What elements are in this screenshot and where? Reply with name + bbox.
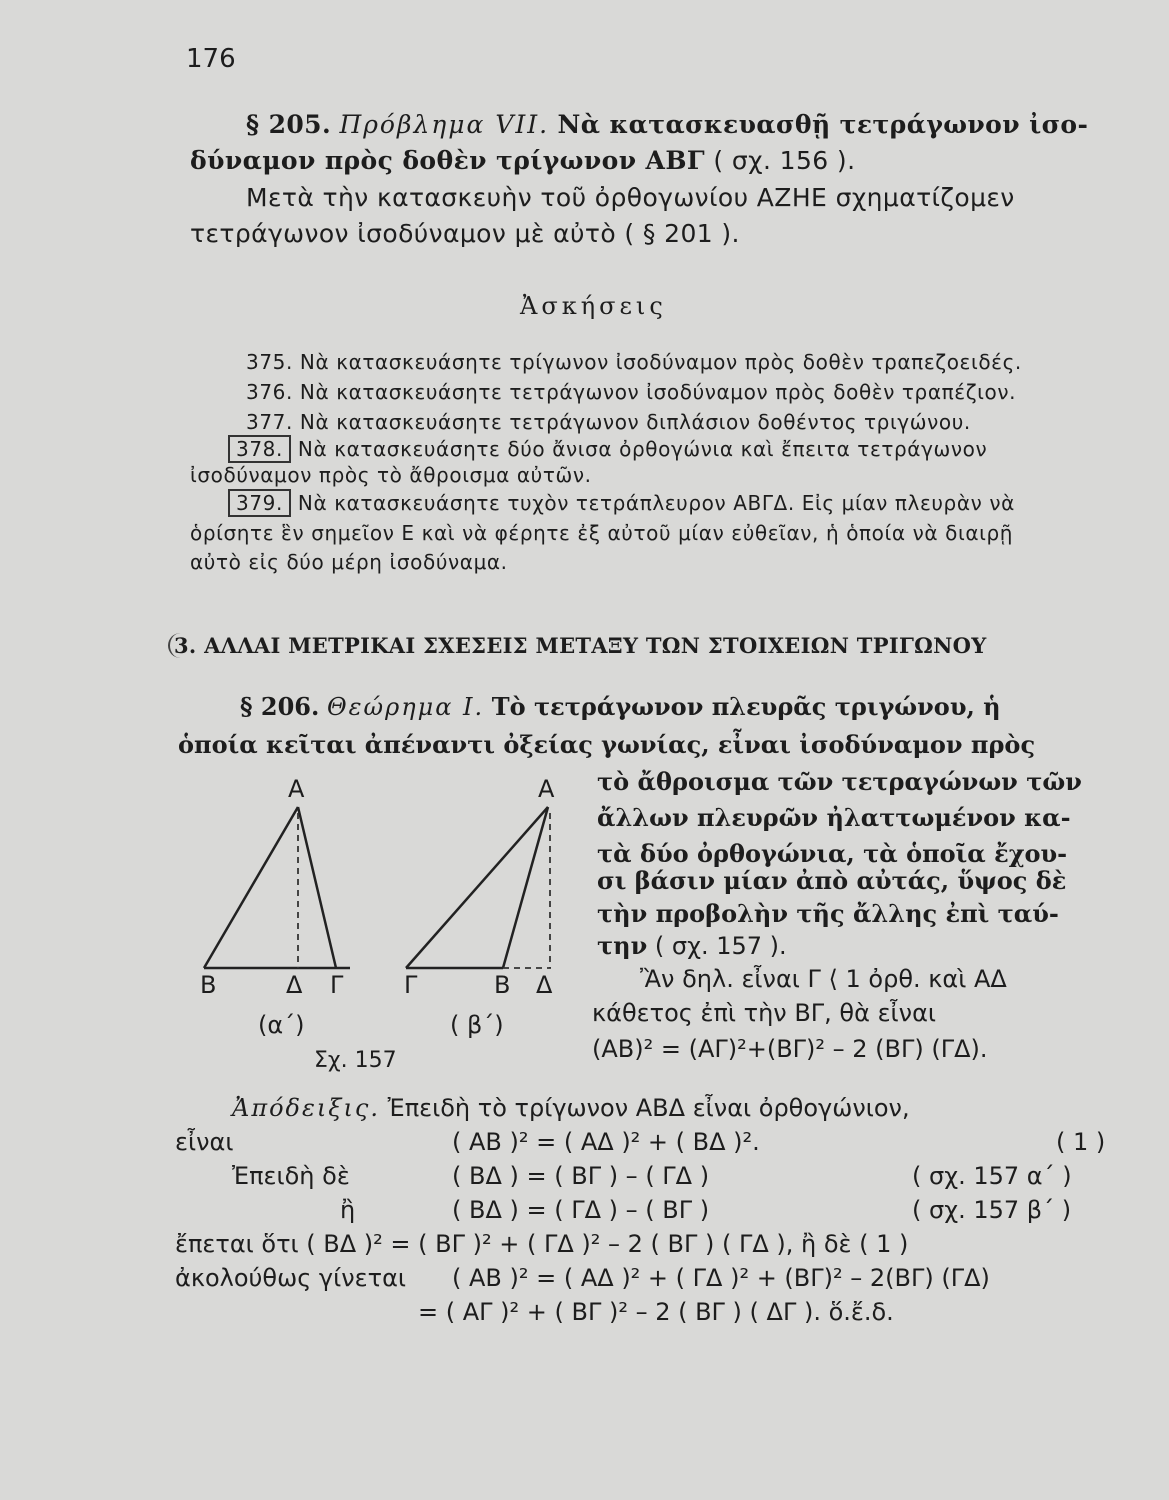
problem-line-2 bbox=[190, 146, 855, 175]
exercise-377: 377. Νὰ κατασκευάσητε τετράγωνον διπλάσιον δοθέντος τριγώνου. bbox=[246, 410, 971, 434]
theorem-formula: (ΑΒ)² = (ΑΓ)²+(ΒΓ)² – 2 (ΒΓ) (ΓΔ). bbox=[592, 1035, 988, 1063]
triangle-beta bbox=[404, 775, 555, 1039]
theorem-line-9: Ἂν δηλ. εἶναι Γ ⟨ 1 ὀρθ. καὶ ΑΔ bbox=[640, 965, 1007, 993]
exercise-379 bbox=[228, 491, 1015, 515]
theorem-line-10: κάθετος ἐπὶ τὴν ΒΓ, θὰ εἶναι bbox=[592, 999, 937, 1027]
side-AG-alpha bbox=[298, 807, 336, 968]
caption-beta: ( β΄) bbox=[450, 1011, 504, 1039]
proof-row-3-ref: ( σχ. 157 α΄ ) bbox=[912, 1162, 1072, 1190]
theorem-statement-3: τὸ ἄθροισμα τῶν τετραγώνων τῶν bbox=[597, 767, 1082, 796]
theorem-reference: ( σχ. 157 ). bbox=[654, 932, 787, 960]
theorem-line-1 bbox=[240, 692, 1001, 721]
exercise-376: 376. Νὰ κατασκευάσητε τετράγωνον ἰσοδύναμον πρὸς δοθὲν τραπέζιον. bbox=[246, 380, 1017, 404]
label-D-beta: Δ bbox=[536, 971, 553, 999]
proof-row-3-left: Ἐπειδὴ δὲ bbox=[232, 1162, 350, 1190]
proof-row-4-left: ἢ bbox=[340, 1196, 356, 1224]
triangle-alpha bbox=[200, 775, 350, 1039]
problem-line-4: τετράγωνον ἰσοδύναμον μὲ αὐτὸ ( § 201 ). bbox=[190, 219, 740, 248]
label-G-alpha: Γ bbox=[330, 971, 344, 999]
exercise-378-number: 378. bbox=[228, 435, 291, 463]
section-number: 3. bbox=[168, 633, 197, 658]
label-D-alpha: Δ bbox=[286, 971, 303, 999]
theorem-number: § 206. bbox=[240, 692, 320, 721]
label-A-alpha: Α bbox=[288, 775, 305, 803]
section-title-text: ΑΛΛΑΙ ΜΕΤΡΙΚΑΙ ΣΧΕΣΕΙΣ ΜΕΤΑΞΥ ΤΩΝ ΣΤΟΙΧΕΙΩΝ ΤΡΙΓΩΝΟΥ bbox=[204, 633, 987, 658]
exercise-379-text-1: Νὰ κατασκευάσητε τυχὸν τετράπλευρον ΑΒΓΔ. Εἰς μίαν πλευρὰν νὰ bbox=[297, 491, 1015, 515]
theorem-statement-4: ἄλλων πλευρῶν ἠλαττωμένον κα- bbox=[597, 803, 1071, 832]
caption-alpha: (α΄) bbox=[258, 1011, 305, 1039]
exercises-heading: Ἀσκήσεις bbox=[520, 292, 667, 320]
proof-row-4-ref: ( σχ. 157 β΄ ) bbox=[912, 1196, 1072, 1224]
theorem-statement-7: τὴν προβολὴν τῆς ἄλλης ἐπὶ ταύ- bbox=[597, 899, 1059, 928]
label-B-beta: Β bbox=[494, 971, 511, 999]
exercise-379-text-2: ὁρίσητε ἓν σημεῖον Ε καὶ νὰ φέρητε ἐξ αὐτοῦ μίαν εὐθεῖαν, ἡ ὁποία νὰ διαιρῇ bbox=[190, 521, 1014, 545]
problem-statement-2: δύναμον πρὸς δοθὲν τρίγωνον ΑΒΓ bbox=[190, 146, 706, 175]
label-A-beta: Α bbox=[538, 775, 555, 803]
problem-statement-1: Νὰ κατασκευασθῇ τετράγωνον ἰσο- bbox=[557, 110, 1089, 139]
proof-label: Ἀπόδειξις. bbox=[232, 1094, 380, 1122]
figure-caption: Σχ. 157 bbox=[314, 1048, 397, 1073]
proof-row-6-equation: ( ΑΒ )² = ( ΑΔ )² + ( ΓΔ )² + (ΒΓ)² – 2(ΒΓ) (ΓΔ) bbox=[452, 1264, 990, 1292]
problem-reference: ( σχ. 156 ). bbox=[713, 146, 856, 175]
exercise-379-text-3: αὐτὸ εἰς δύο μέρη ἰσοδύναμα. bbox=[190, 550, 508, 574]
proof-line-1 bbox=[232, 1094, 910, 1122]
page-number: 176 bbox=[186, 44, 236, 74]
exercise-375: 375. Νὰ κατασκευάσητε τρίγωνον ἰσοδύναμον πρὸς δοθὲν τραπεζοειδές. bbox=[246, 350, 1022, 374]
label-G-beta: Γ bbox=[404, 971, 418, 999]
proof-row-6-left: ἀκολούθως γίνεται bbox=[175, 1264, 407, 1292]
section-title bbox=[168, 633, 987, 658]
theorem-line-8 bbox=[597, 931, 787, 960]
proof-row-2-left: εἶναι bbox=[175, 1128, 234, 1156]
theorem-statement-8: την bbox=[597, 931, 648, 960]
proof-row-4-equation: ( ΒΔ ) = ( ΓΔ ) – ( ΒΓ ) bbox=[452, 1196, 710, 1224]
proof-row-5: ἔπεται ὅτι ( ΒΔ )² = ( ΒΓ )² + ( ΓΔ )² – 2 ( ΒΓ ) ( ΓΔ ), ἢ δὲ ( 1 ) bbox=[175, 1230, 909, 1258]
proof-row-3-equation: ( ΒΔ ) = ( ΒΓ ) – ( ΓΔ ) bbox=[452, 1162, 710, 1190]
theorem-statement-6: σι βάσιν μίαν ἀπὸ αὐτάς, ὕψος δὲ bbox=[597, 866, 1067, 895]
exercise-379-number: 379. bbox=[228, 489, 291, 517]
proof-text-1: Ἐπειδὴ τὸ τρίγωνον ΑΒΔ εἶναι ὀρθογώνιον, bbox=[387, 1094, 910, 1122]
theorem-label: Θεώρημα I. bbox=[327, 693, 485, 721]
proof-row-2-equation: ( ΑΒ )² = ( ΑΔ )² + ( ΒΔ )². bbox=[452, 1128, 760, 1156]
label-B-alpha: Β bbox=[200, 971, 217, 999]
exercise-378 bbox=[228, 437, 987, 461]
problem-number: § 205. bbox=[246, 110, 332, 139]
problem-line-1 bbox=[246, 110, 1088, 139]
figure-157 bbox=[180, 765, 580, 1085]
exercise-378-text-2: ἰσοδύναμον πρὸς τὸ ἄθροισμα αὐτῶν. bbox=[190, 463, 592, 487]
theorem-statement-5: τὰ δύο ὀρθογώνια, τὰ ὁποῖα ἔχου- bbox=[597, 839, 1068, 868]
side-AB-alpha bbox=[204, 807, 298, 968]
proof-row-2-ref: ( 1 ) bbox=[1056, 1128, 1106, 1156]
theorem-statement-2: ὁποία κεῖται ἀπέναντι ὀξείας γωνίας, εἶναι ἰσοδύναμον πρὸς bbox=[178, 730, 1036, 759]
theorem-statement-1: Τὸ τετράγωνον πλευρᾶς τριγώνου, ἡ bbox=[491, 692, 1001, 721]
problem-label: Πρόβλημα VII. bbox=[339, 110, 550, 139]
problem-line-3: Μετὰ τὴν κατασκευὴν τοῦ ὀρθογωνίου ΑΖΗΕ σχηματίζομεν bbox=[246, 183, 1015, 212]
exercise-378-text-1: Νὰ κατασκευάσητε δύο ἄνισα ὀρθογώνια καὶ ἔπειτα τετράγωνον bbox=[297, 437, 988, 461]
proof-row-7: = ( ΑΓ )² + ( ΒΓ )² – 2 ( ΒΓ ) ( ΔΓ ). ὅ.ἔ.δ. bbox=[418, 1298, 894, 1326]
